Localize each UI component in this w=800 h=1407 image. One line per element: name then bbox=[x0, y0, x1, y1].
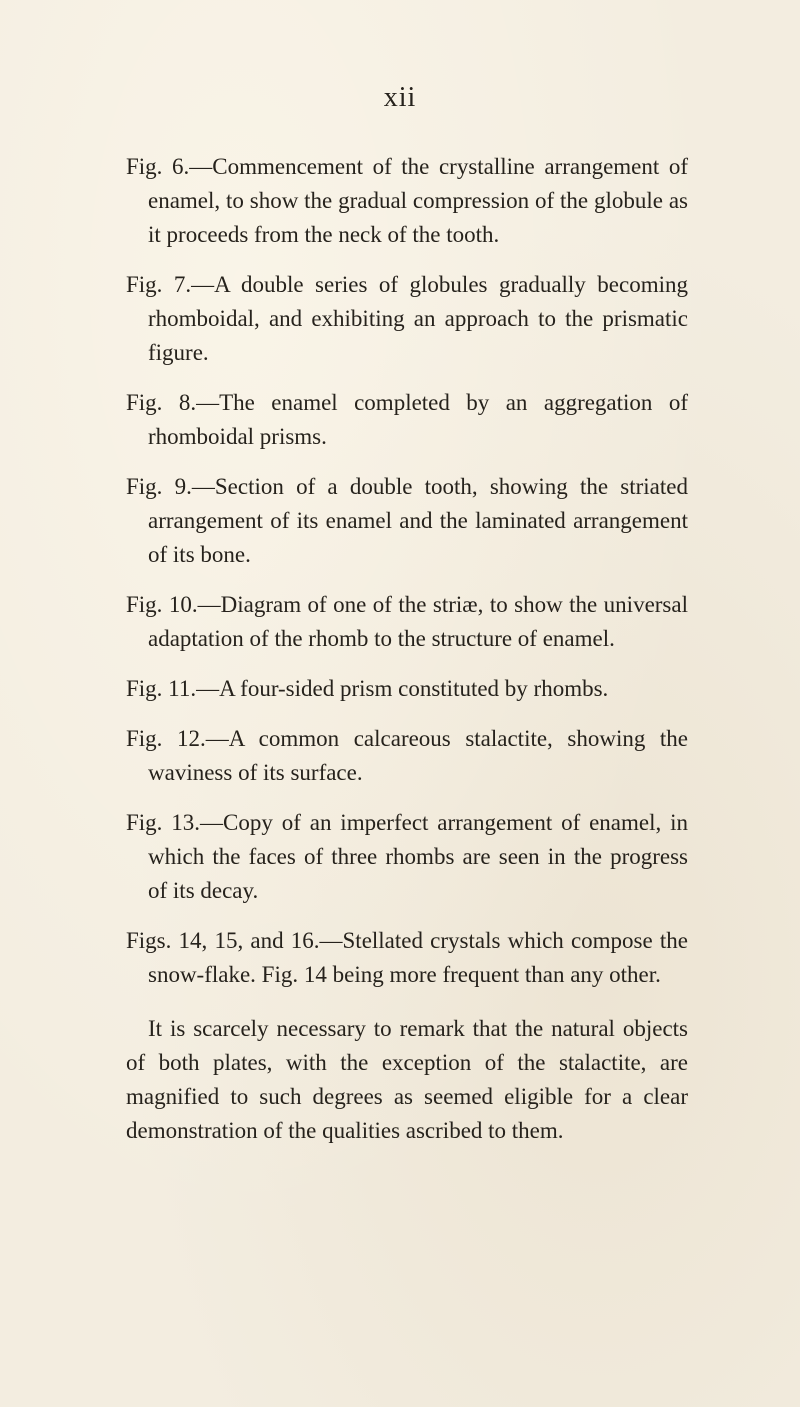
figure-entry-13: Fig. 13.—Copy of an imperfect arrangement of enamel, in which the faces of three rhombs are seen in the progress of its decay. bbox=[126, 810, 688, 903]
figure-entry-7: Fig. 7.—A double series of globules gradually becoming rhomboidal, and exhibiting an approach to the prismatic figure. bbox=[126, 272, 688, 365]
figure-entry-12: Fig. 12.—A common calcareous stalactite, showing the waviness of its surface. bbox=[126, 726, 688, 785]
figure-entry-10: Fig. 10.—Diagram of one of the striæ, to show the universal adaptation of the rhomb to the structure of enamel. bbox=[126, 592, 688, 651]
figure-entry-8: Fig. 8.—The enamel completed by an aggregation of rhomboidal prisms. bbox=[126, 390, 688, 449]
figure-entry-14-16: Figs. 14, 15, and 16.—Stellated crystals which compose the snow-flake. Fig. 14 being more frequent than any other. bbox=[126, 928, 688, 987]
figure-entry-11: Fig. 11.—A four-sided prism constituted by rhombs. bbox=[126, 676, 609, 701]
closing-remark: It is scarcely necessary to remark that the natural objects of both plates, with the exception of the stalactite, are magnified to such degrees as seemed eligible for a clear demonstration of the qualities ascribed to them. bbox=[126, 1016, 688, 1143]
page-number: xii bbox=[383, 82, 417, 113]
figure-entry-9: Fig. 9.—Section of a double tooth, showing the striated arrangement of its enamel and the laminated arrangement of its bone. bbox=[126, 474, 688, 567]
figure-entry-6: Fig. 6.—Commencement of the crystalline arrangement of enamel, to show the gradual compression of the globule as it proceeds from the neck of the tooth. bbox=[126, 154, 688, 247]
figure-list bbox=[126, 150, 688, 1008]
